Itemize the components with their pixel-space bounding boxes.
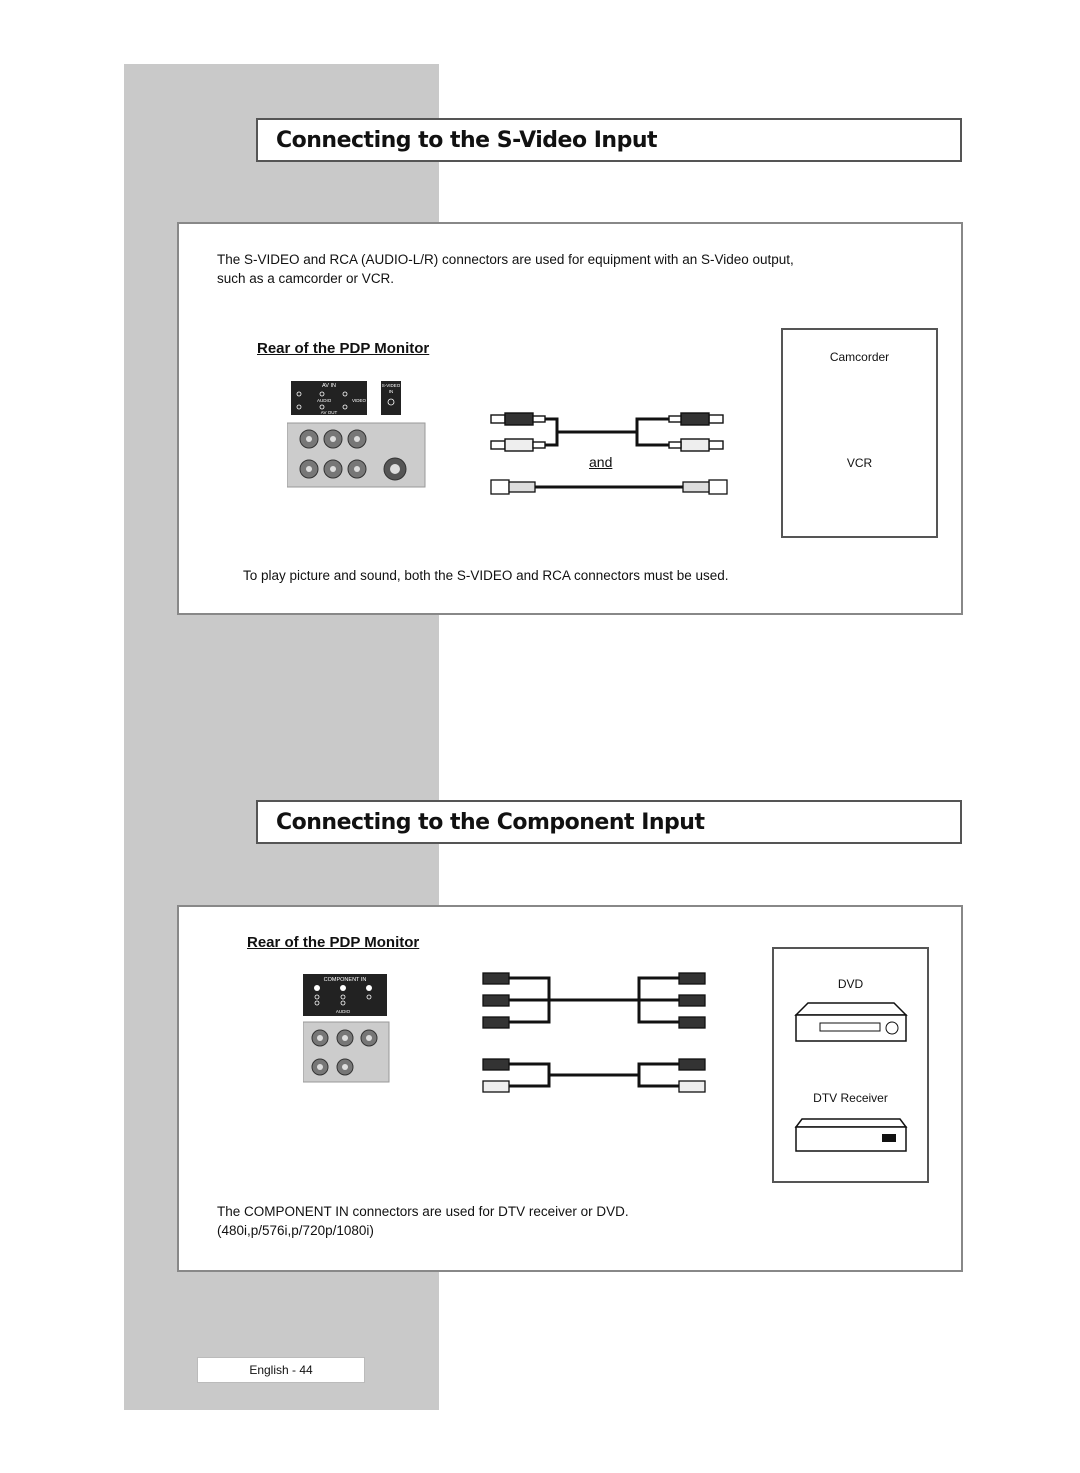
- s-video-label: S-VIDEO: [381, 383, 401, 388]
- component-audio-label: AUDIO: [335, 1009, 351, 1014]
- section-title-s-video: [256, 118, 962, 162]
- description-line-2: such as a camcorder or VCR.: [217, 271, 395, 286]
- dtv-receiver-icon: [794, 1117, 908, 1155]
- cable-and-label: and: [589, 454, 613, 470]
- s-video-cable-icon: [489, 476, 729, 500]
- page-number: English - 44: [197, 1357, 365, 1383]
- component-description-2: (480i,p/576i,p/720p/1080i): [217, 1223, 374, 1238]
- dvd-dtv-box: [772, 947, 929, 1183]
- camcorder-vcr-box: [781, 328, 938, 538]
- rear-label: Rear of the PDP Monitor: [257, 340, 430, 357]
- s-video-panel: [177, 222, 963, 615]
- camcorder-icon: Camcorder: [829, 350, 890, 364]
- av-out-label: AV OUT: [320, 410, 338, 415]
- component-panel: [177, 905, 963, 1272]
- section-title: Connecting to the Component Input: [276, 809, 705, 835]
- audio-label: AUDIO: [317, 398, 332, 403]
- section-title-component: [256, 800, 962, 844]
- note-text: To play picture and sound, both the S-VIDEO and RCA connectors must be used.: [243, 568, 729, 583]
- dvd-label: DVD: [837, 977, 864, 991]
- in-label: IN: [388, 389, 394, 394]
- rear-label: Rear of the PDP Monitor: [247, 934, 420, 951]
- vcr-icon: VCR: [846, 456, 873, 470]
- av-panel-diagram: [287, 381, 427, 489]
- component-in-label: COMPONENT IN: [323, 977, 367, 983]
- component-description-1: The COMPONENT IN connectors are used for DTV receiver or DVD.: [217, 1204, 629, 1219]
- av-in-label: AV IN: [322, 383, 336, 389]
- description-line-1: The S-VIDEO and RCA (AUDIO-L/R) connectors are used for equipment with an S-Video output,: [217, 252, 794, 267]
- component-cables-icon: [477, 967, 713, 1093]
- dvd-player-icon: [794, 1001, 908, 1043]
- dtv-receiver-label: DTV Receiver: [813, 1091, 888, 1105]
- page-title: Connecting to the S-Video Input: [276, 127, 657, 153]
- component-panel-diagram: [303, 974, 393, 1084]
- video-label: VIDEO: [352, 398, 367, 403]
